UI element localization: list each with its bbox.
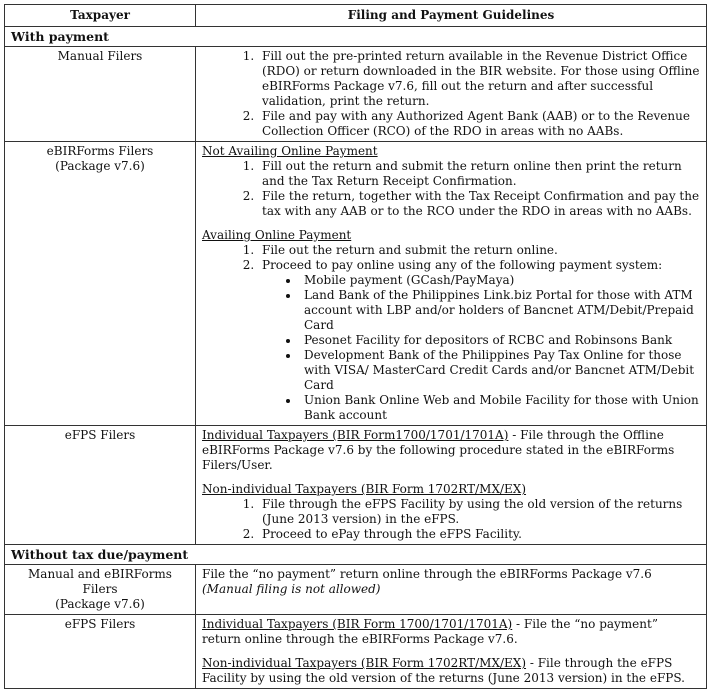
- list-item: 2. File the return, together with the Tax Receipt Confirmation and pay the tax with any AAB or to the RCO under the RDO in areas with no AABs.: [258, 189, 700, 219]
- list-item: 1. File out the return and submit the return online.: [258, 243, 700, 258]
- note-text: (Manual filing is not allowed): [202, 582, 381, 596]
- guideline-cell: [196, 426, 707, 545]
- section-row-with-payment: [5, 27, 707, 47]
- steps-list: [202, 159, 700, 219]
- filing-guidelines-table: [4, 4, 707, 689]
- table-row: [5, 47, 707, 142]
- paragraph-text: - File through the Offline eBIRForms Package v7.6 by the following procedure stated in the eBIRForms Filers/User.: [202, 428, 675, 472]
- list-item: 2. Proceed to ePay through the eFPS Facility.: [258, 527, 700, 542]
- header-row: [5, 5, 707, 27]
- guidelines-header: Filing and Payment Guidelines: [196, 5, 707, 27]
- steps-list: [202, 49, 700, 139]
- paragraph-text: - File through the eFPS Facility by using the old version of the returns (June 2013 version) in the eFPS.: [202, 656, 685, 685]
- subheading: Non-individual Taxpayers (BIR Form 1702RT/MX/EX): [202, 482, 527, 496]
- list-item: 1. Fill out the return and submit the return online then print the return and the Tax Return Receipt Confirmation.: [258, 159, 700, 189]
- subheading: Availing Online Payment: [202, 228, 352, 242]
- section-title: With payment: [5, 27, 707, 47]
- table-row: [5, 615, 707, 689]
- taxpayer-cell: [5, 142, 196, 426]
- taxpayer-sublabel: (Package v7.6): [55, 159, 145, 173]
- table-row: [5, 426, 707, 545]
- list-item: 1. File through the eFPS Facility by using the old version of the returns (June 2013 version) in the eFPS.: [258, 497, 700, 527]
- table-row: [5, 565, 707, 615]
- guideline-cell: [196, 142, 707, 426]
- paragraph: [202, 428, 700, 473]
- steps-list: [202, 243, 700, 423]
- taxpayer-cell: [5, 565, 196, 615]
- subheading: Not Availing Online Payment: [202, 144, 378, 158]
- taxpayer-cell: eFPS Filers: [5, 615, 196, 689]
- section-row-without-payment: [5, 545, 707, 565]
- subheading: Non-individual Taxpayers (BIR Form 1702RT/MX/EX): [202, 656, 527, 670]
- taxpayer-cell: Manual Filers: [5, 47, 196, 142]
- list-item: 1. Fill out the pre-printed return available in the Revenue District Office (RDO) or return downloaded in the BIR website. For those using Offline eBIRForms Package v7.6, fill out the return and after successful validation, print the return.: [258, 49, 700, 109]
- list-item: • Development Bank of the Philippines Pay Tax Online for those with VISA/ MasterCard Credit Cards and/or Bancnet ATM/Debit Card: [300, 348, 700, 393]
- subheading: Individual Taxpayers (BIR Form 1700/1701/1701A): [202, 617, 513, 631]
- payment-options-list: [262, 273, 700, 423]
- taxpayer-label: Manual and eBIRForms Filers: [28, 567, 172, 596]
- taxpayer-label: eBIRForms Filers: [46, 144, 154, 158]
- list-item: • Mobile payment (GCash/PayMaya): [300, 273, 700, 288]
- list-item: • Land Bank of the Philippines Link.biz Portal for those with ATM account with LBP and/or holders of Bancnet ATM/Debit/Prepaid Card: [300, 288, 700, 333]
- paragraph-text: - File the “no payment” return online through the eBIRForms Package v7.6.: [202, 617, 658, 646]
- section-title: Without tax due/payment: [5, 545, 707, 565]
- subheading: Individual Taxpayers (BIR Form1700/1701/1701A): [202, 428, 509, 442]
- taxpayer-header: Taxpayer: [5, 5, 196, 27]
- taxpayer-sublabel: (Package v7.6): [55, 597, 145, 611]
- paragraph: [202, 617, 700, 647]
- list-item: • Union Bank Online Web and Mobile Facility for those with Union Bank account: [300, 393, 700, 423]
- list-item: [258, 258, 700, 423]
- guideline-cell: [196, 47, 707, 142]
- steps-list: [202, 497, 700, 542]
- list-item: • Pesonet Facility for depositors of RCBC and Robinsons Bank: [300, 333, 700, 348]
- list-item: 2. File and pay with any Authorized Agent Bank (AAB) or to the Revenue Collection Officer (RCO) of the RDO in areas with no AABs.: [258, 109, 700, 139]
- taxpayer-cell: eFPS Filers: [5, 426, 196, 545]
- guideline-cell: [196, 615, 707, 689]
- guideline-cell: [196, 565, 707, 615]
- paragraph-text: File the “no payment” return online through the eBIRForms Package v7.6: [202, 567, 652, 581]
- list-item-text: Proceed to pay online using any of the following payment system:: [262, 258, 663, 272]
- table-row: [5, 142, 707, 426]
